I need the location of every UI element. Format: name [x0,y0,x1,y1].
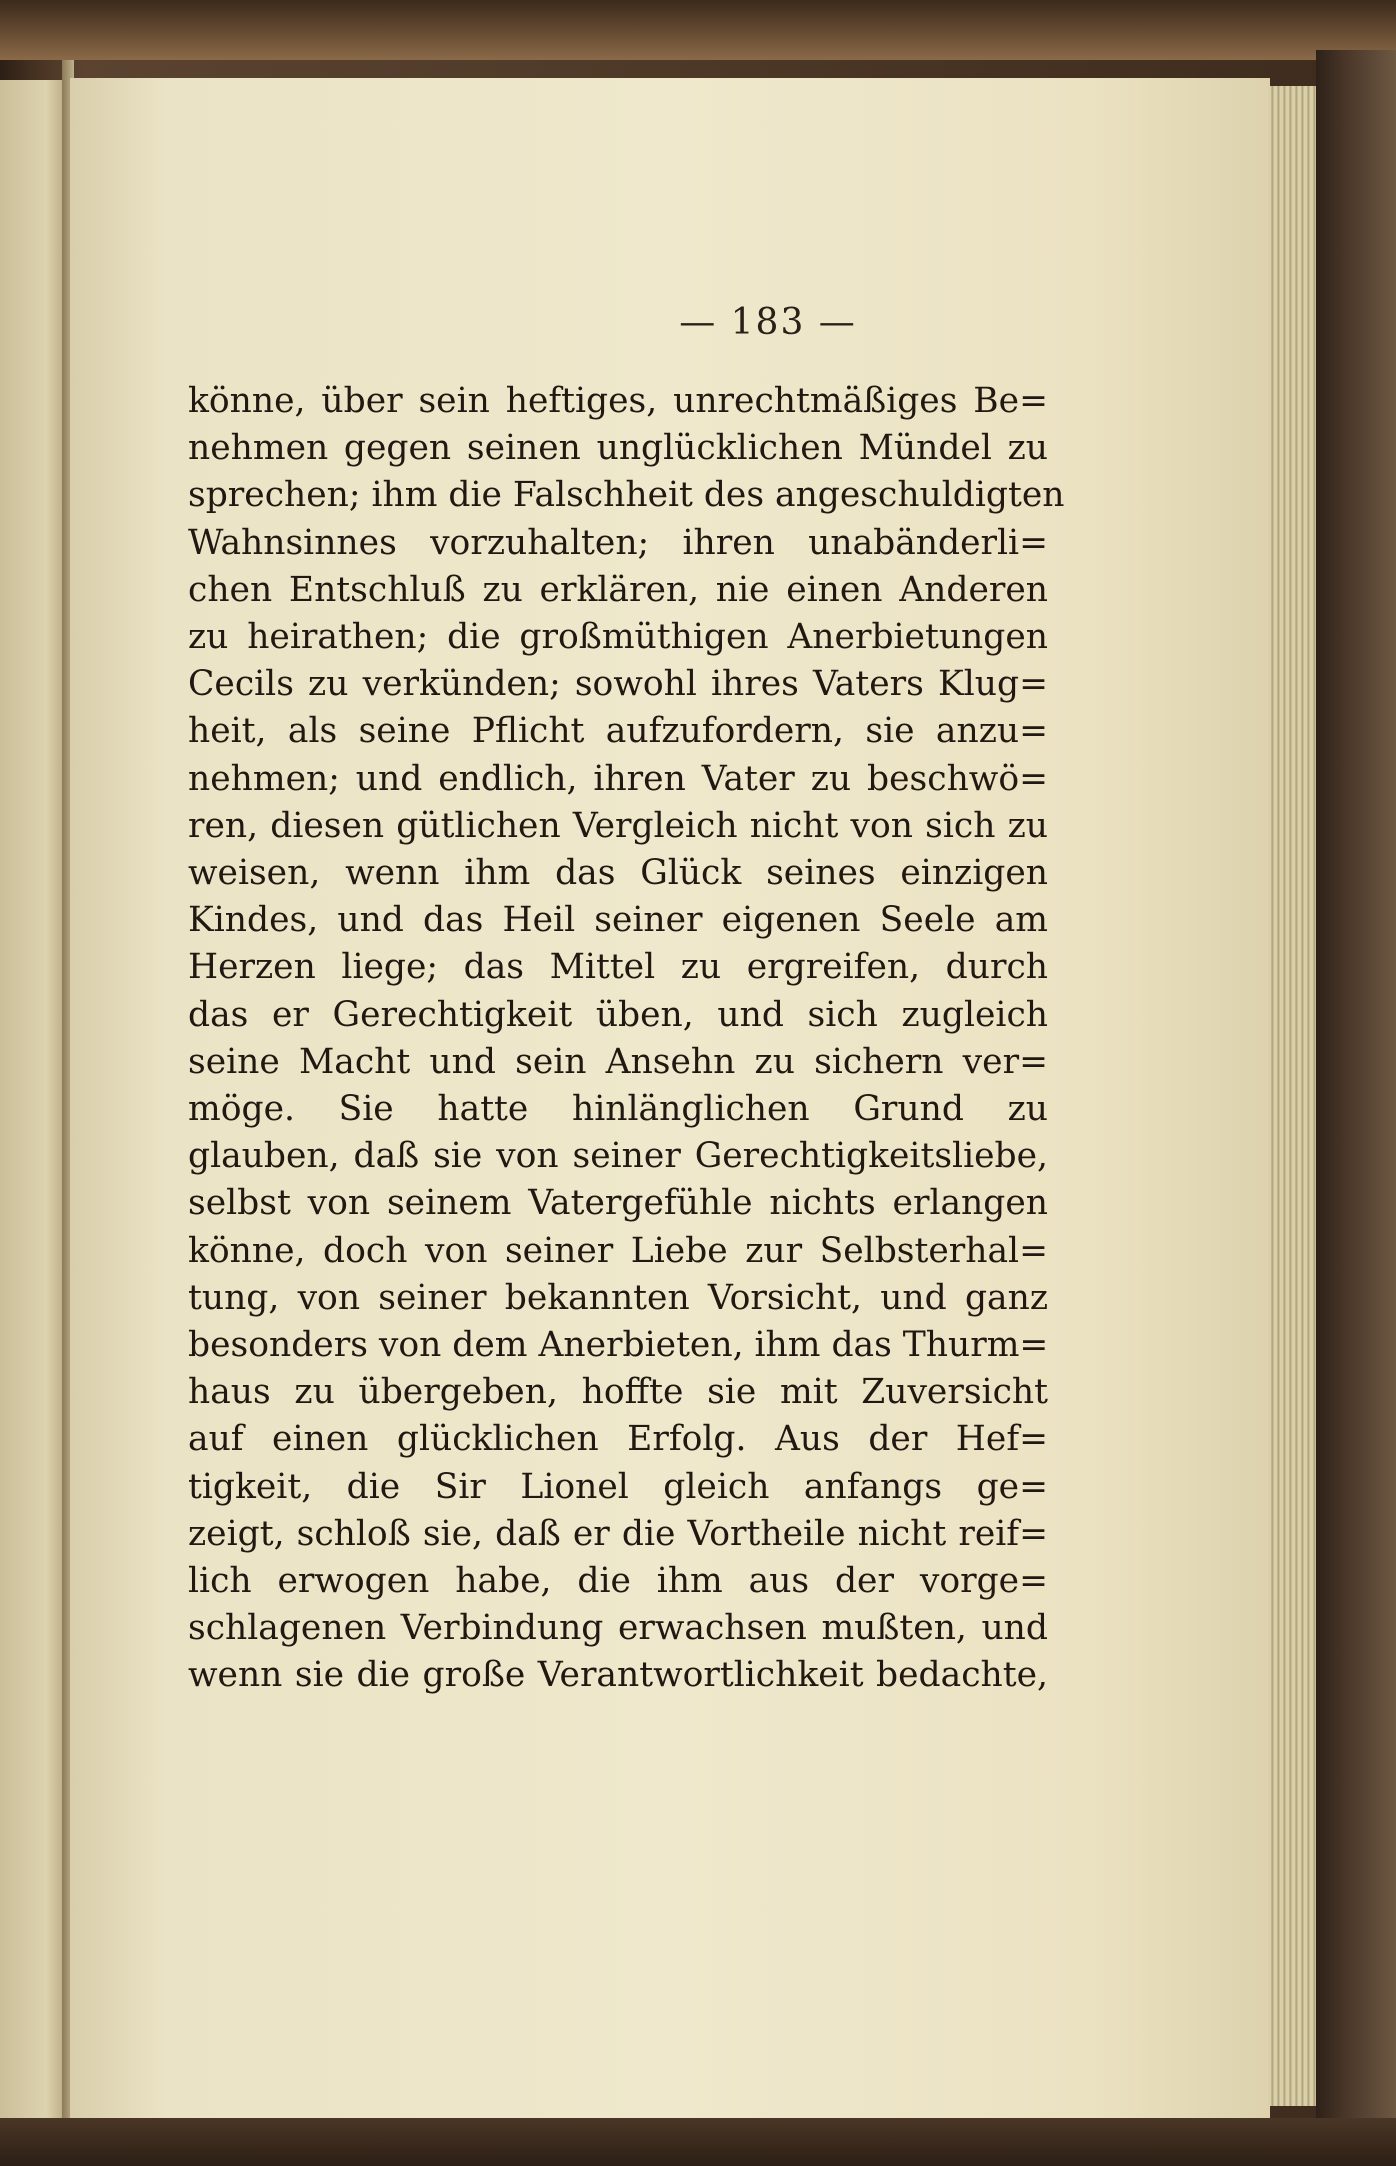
text-line: schlagenen Verbindung erwachsen mußten, und [188,1608,1048,1649]
page-stack-edges [1268,86,1316,2106]
text-line: besonders von dem Anerbieten, ihm das Thurm= [188,1325,1049,1366]
text-line: sprechen; ihm die Falschheit des angeschuldigten [188,475,1065,516]
facing-page-edge [0,80,66,2166]
text-line: zu heirathen; die großmüthigen Anerbietungen [188,617,1048,658]
text-line: das er Gerechtigkeit üben, und sich zugleich [188,994,1048,1035]
text-line: auf einen glücklichen Erfolg. Aus der Hef= [188,1419,1048,1460]
text-line: könne, über sein heftiges, unrechtmäßiges Be= [188,381,1048,421]
text-line: selbst von seinem Vatergefühle nichts erlangen [188,1183,1048,1224]
body-text [188,378,1065,1700]
book-cover-right [1316,50,1396,2166]
text-line: Herzen liege; das Mittel zu ergreifen, durch [188,947,1048,988]
text-line: glauben, daß sie von seiner Gerechtigkeitsliebe, [188,1136,1048,1177]
text-line: Wahnsinnes vorzuhalten; ihren unabänderli= [188,522,1048,563]
text-line: zeigt, schloß sie, daß er die Vortheile nicht reif= [188,1513,1048,1554]
text-line: heit, als seine Pflicht aufzufordern, sie anzu= [188,711,1048,752]
text-line: Kindes, und das Heil seiner eigenen Seele am [188,900,1048,941]
text-line: weisen, wenn ihm das Glück seines einzigen [188,853,1048,894]
page-number: — 183 — [679,302,857,343]
text-line: lich erwogen habe, die ihm aus der vorge= [188,1561,1048,1602]
text-line: tigkeit, die Sir Lionel gleich anfangs ge= [188,1466,1048,1507]
text-line: seine Macht und sein Ansehn zu sichern ver= [188,1041,1048,1082]
page-header [0,302,1396,343]
text-line: haus zu übergeben, hoffte sie mit Zuversicht [188,1372,1048,1413]
text-line: nehmen; und endlich, ihren Vater zu beschwö= [188,758,1048,799]
book-cover-bottom [0,2118,1396,2166]
text-line: nehmen gegen seinen unglücklichen Mündel zu [188,428,1048,469]
text-line: Cecils zu verkünden; sowohl ihres Vaters Klug= [188,664,1048,705]
text-line: wenn sie die große Verantwortlichkeit bedachte, [188,1655,1048,1696]
text-line: ren, diesen gütlichen Vergleich nicht von sich zu [188,805,1048,846]
book-cover-top [0,0,1396,60]
text-line: möge. Sie hatte hinlänglichen Grund zu [188,1089,1048,1130]
text-line: chen Entschluß zu erklären, nie einen Anderen [188,569,1048,610]
text-line: könne, doch von seiner Liebe zur Selbsterhal= [188,1230,1048,1271]
text-line: tung, von seiner bekannten Vorsicht, und ganz [188,1277,1048,1318]
